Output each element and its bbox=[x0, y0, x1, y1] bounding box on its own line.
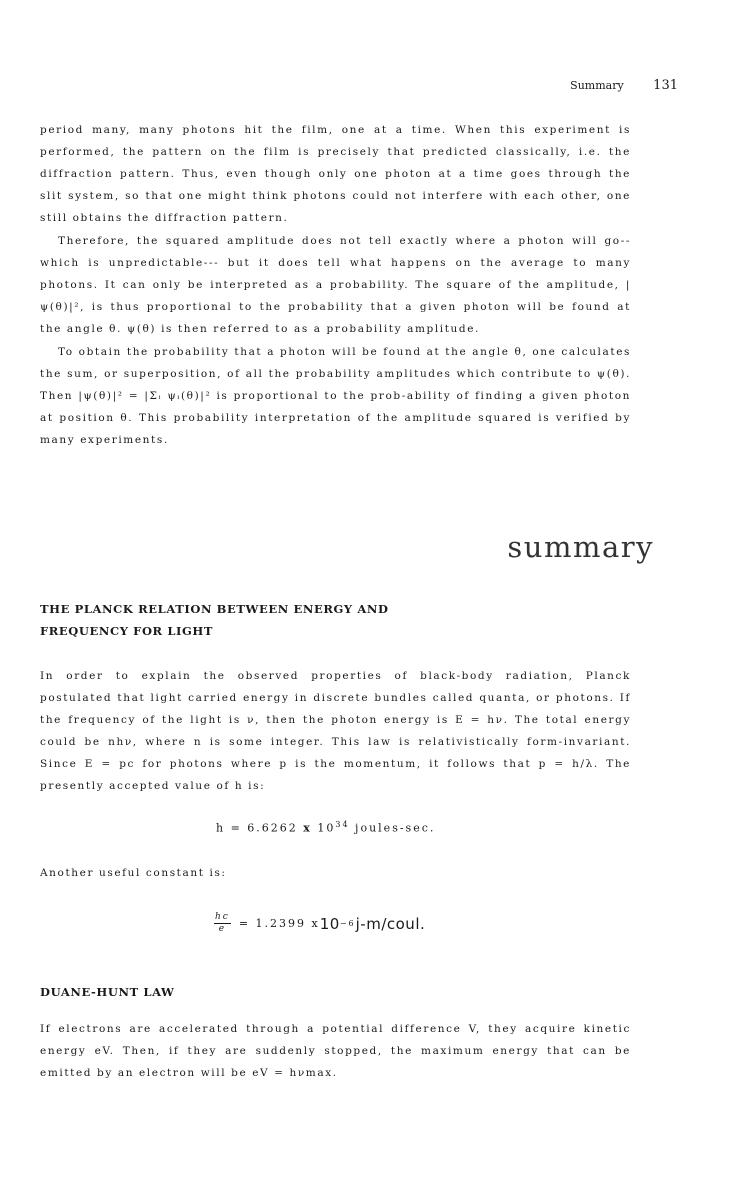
summary-heading: summary bbox=[507, 530, 654, 564]
paragraph-planck: In order to explain the observed properties of black-body radiation, Planck postulated that light carried energy in discrete bundles called quanta, or photons. If the frequency of the light is ν, then the photon energy is E = hν. The total energy could be nhν, where n is some integer. This law is relativistically form-invariant. Since E = pc for photons where p is the momentum, it follows that p = h/λ. The presently accepted value of h is: bbox=[40, 670, 631, 792]
page-number: 131 bbox=[653, 78, 678, 93]
equation-h-exponent: 34 bbox=[335, 820, 350, 829]
another-constant-text: Another useful constant is: bbox=[40, 867, 227, 879]
equation-hc-units: j-m/coul. bbox=[355, 914, 426, 933]
fraction-hc-e bbox=[214, 912, 231, 935]
equation-h-base: 10 bbox=[317, 821, 336, 835]
fraction-numerator: hc bbox=[215, 912, 230, 922]
equation-h-units: joules-sec. bbox=[355, 821, 436, 835]
paragraph-duane-hunt: If electrons are accelerated through a potential difference V, they acquire kinetic energy eV. Then, if they are suddenly stopped, the maximum energy that can be emitted by an electron will be eV = hνmax. bbox=[40, 1023, 631, 1079]
fraction-denominator: e bbox=[218, 924, 227, 934]
equation-h-lhs: h = 6.6262 bbox=[216, 821, 298, 835]
equation-planck-constant bbox=[216, 820, 435, 835]
running-head-title: Summary bbox=[570, 79, 624, 92]
paragraph-superposition: To obtain the probability that a photon will be found at the angle θ, one calculates the sum, or superposition, of all the probability amplitudes which contribute to ψ(θ). Then |ψ(θ)|² = |Σᵢ ψᵢ(θ)|² is proportional to the prob-ability of finding a given photon at position θ. This probability interpretation of the amplitude squared is verified by many experiments. bbox=[40, 346, 631, 446]
paragraph-diffraction: period many, many photons hit the film, one at a time. When this experiment is performed, the pattern on the film is precisely that predicted classically, i.e. the diffraction pattern. Thus, even though only one photon at a time goes through the slit system, so that one might think photons could not interfere with each other, one still obtains the diffraction pattern. bbox=[40, 124, 631, 224]
running-head bbox=[570, 78, 678, 93]
equation-hc-value: = 1.2399 x bbox=[238, 917, 320, 930]
equation-hc-exponent: −6 bbox=[339, 919, 356, 928]
equation-hc-base: 10 bbox=[319, 914, 340, 933]
equation-hc-over-e bbox=[214, 912, 425, 935]
equation-h-times: x bbox=[303, 821, 312, 835]
section-heading-duane-hunt: DUANE-HUNT LAW bbox=[40, 985, 175, 999]
paragraph-squared-amplitude: Therefore, the squared amplitude does not tell exactly where a photon will go--which is unpredictable--- but it does tell what happens on the average to many photons. It can only be interpreted as a probability. The square of the amplitude, |ψ(θ)|², is thus proportional to the probability that a given photon will be found at the angle θ. ψ(θ) is then referred to as a probability amplitude. bbox=[40, 235, 631, 335]
section-heading-planck: THE PLANCK RELATION BETWEEN ENERGY AND FREQUENCY FOR LIGHT bbox=[40, 602, 389, 638]
